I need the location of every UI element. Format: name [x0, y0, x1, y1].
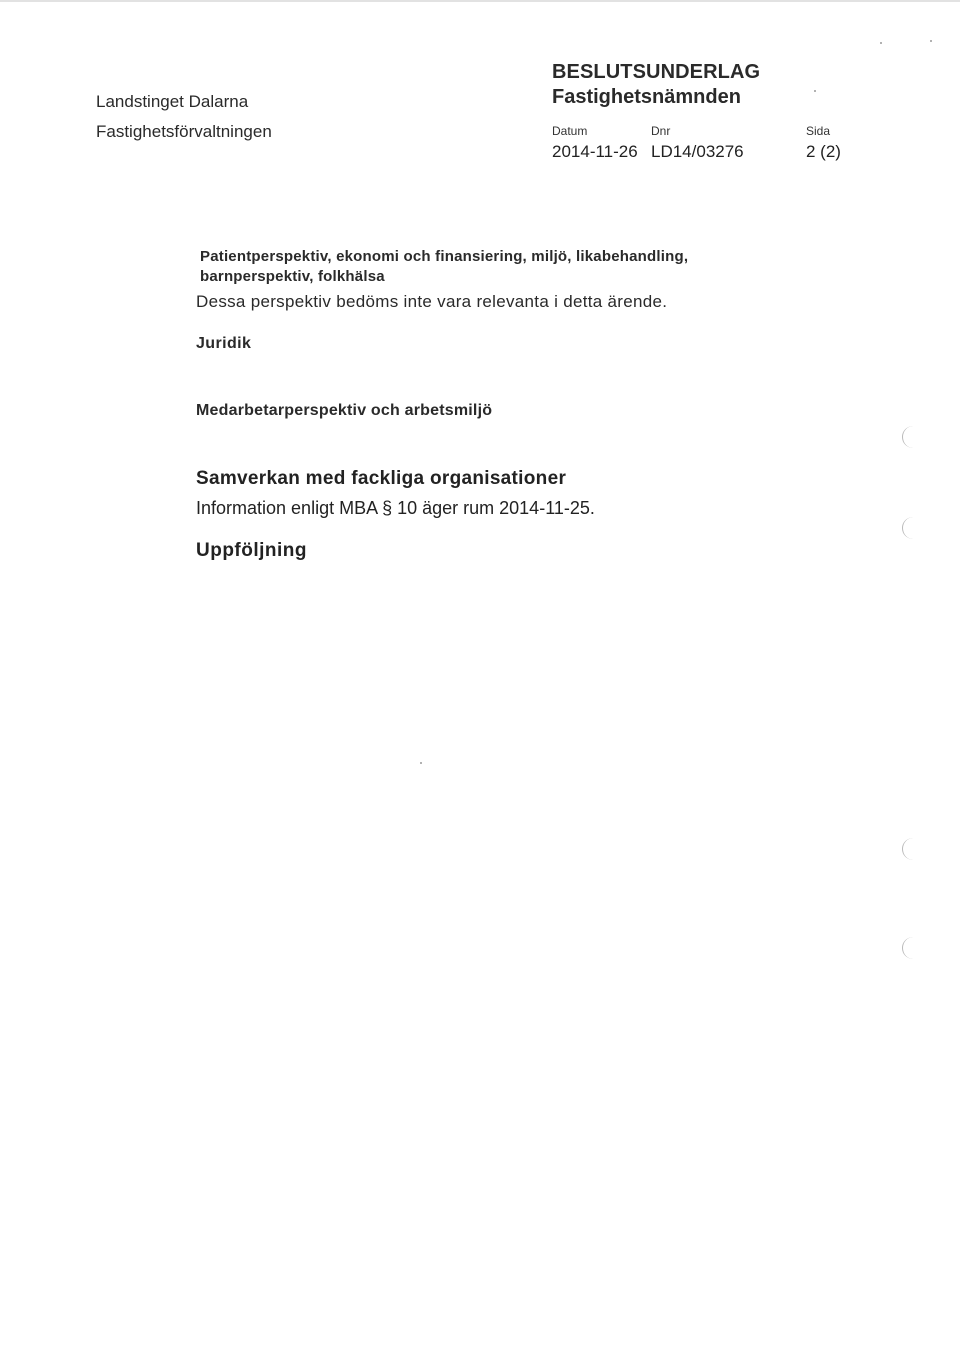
- samverkan-paragraph: Information enligt MBA § 10 äger rum 2014-11-25.: [196, 498, 595, 518]
- datum-value: 2014-11-26: [552, 142, 638, 161]
- uppfoljning-heading: Uppföljning: [196, 540, 308, 561]
- perspectives-heading-line-2: barnperspektiv, folkhälsa: [200, 268, 385, 285]
- scan-speck: [420, 762, 422, 764]
- page-number: 2 (2): [806, 142, 841, 161]
- scan-punch-mark: [902, 838, 917, 860]
- samverkan-heading: Samverkan med fackliga organisationer: [196, 468, 567, 489]
- datum-label: Datum: [552, 124, 588, 138]
- perspectives-heading-line-1: Patientperspektiv, ekonomi och finansiering, miljö, likabehandling,: [200, 248, 689, 265]
- scan-punch-mark: [902, 517, 917, 539]
- scan-speck: [930, 40, 932, 42]
- dnr-label: Dnr: [651, 124, 671, 138]
- medarbetar-heading: Medarbetarperspektiv och arbetsmiljö: [196, 402, 493, 419]
- organization-unit: Fastighetsförvaltningen: [96, 122, 272, 141]
- scan-punch-mark: [902, 937, 917, 959]
- perspectives-paragraph: Dessa perspektiv bedöms inte vara relevanta i detta ärende.: [196, 292, 668, 311]
- document-type: BESLUTSUNDERLAG: [552, 61, 761, 83]
- organization-name: Landstinget Dalarna: [96, 92, 249, 111]
- sida-label: Sida: [806, 124, 831, 138]
- page-top-edge: [0, 0, 960, 2]
- scan-speck: [880, 42, 882, 44]
- juridik-heading: Juridik: [196, 335, 252, 352]
- dnr-value: LD14/03276: [651, 142, 744, 161]
- committee-name: Fastighetsnämnden: [552, 86, 741, 108]
- scan-punch-mark: [902, 426, 917, 448]
- scan-speck: [814, 90, 816, 92]
